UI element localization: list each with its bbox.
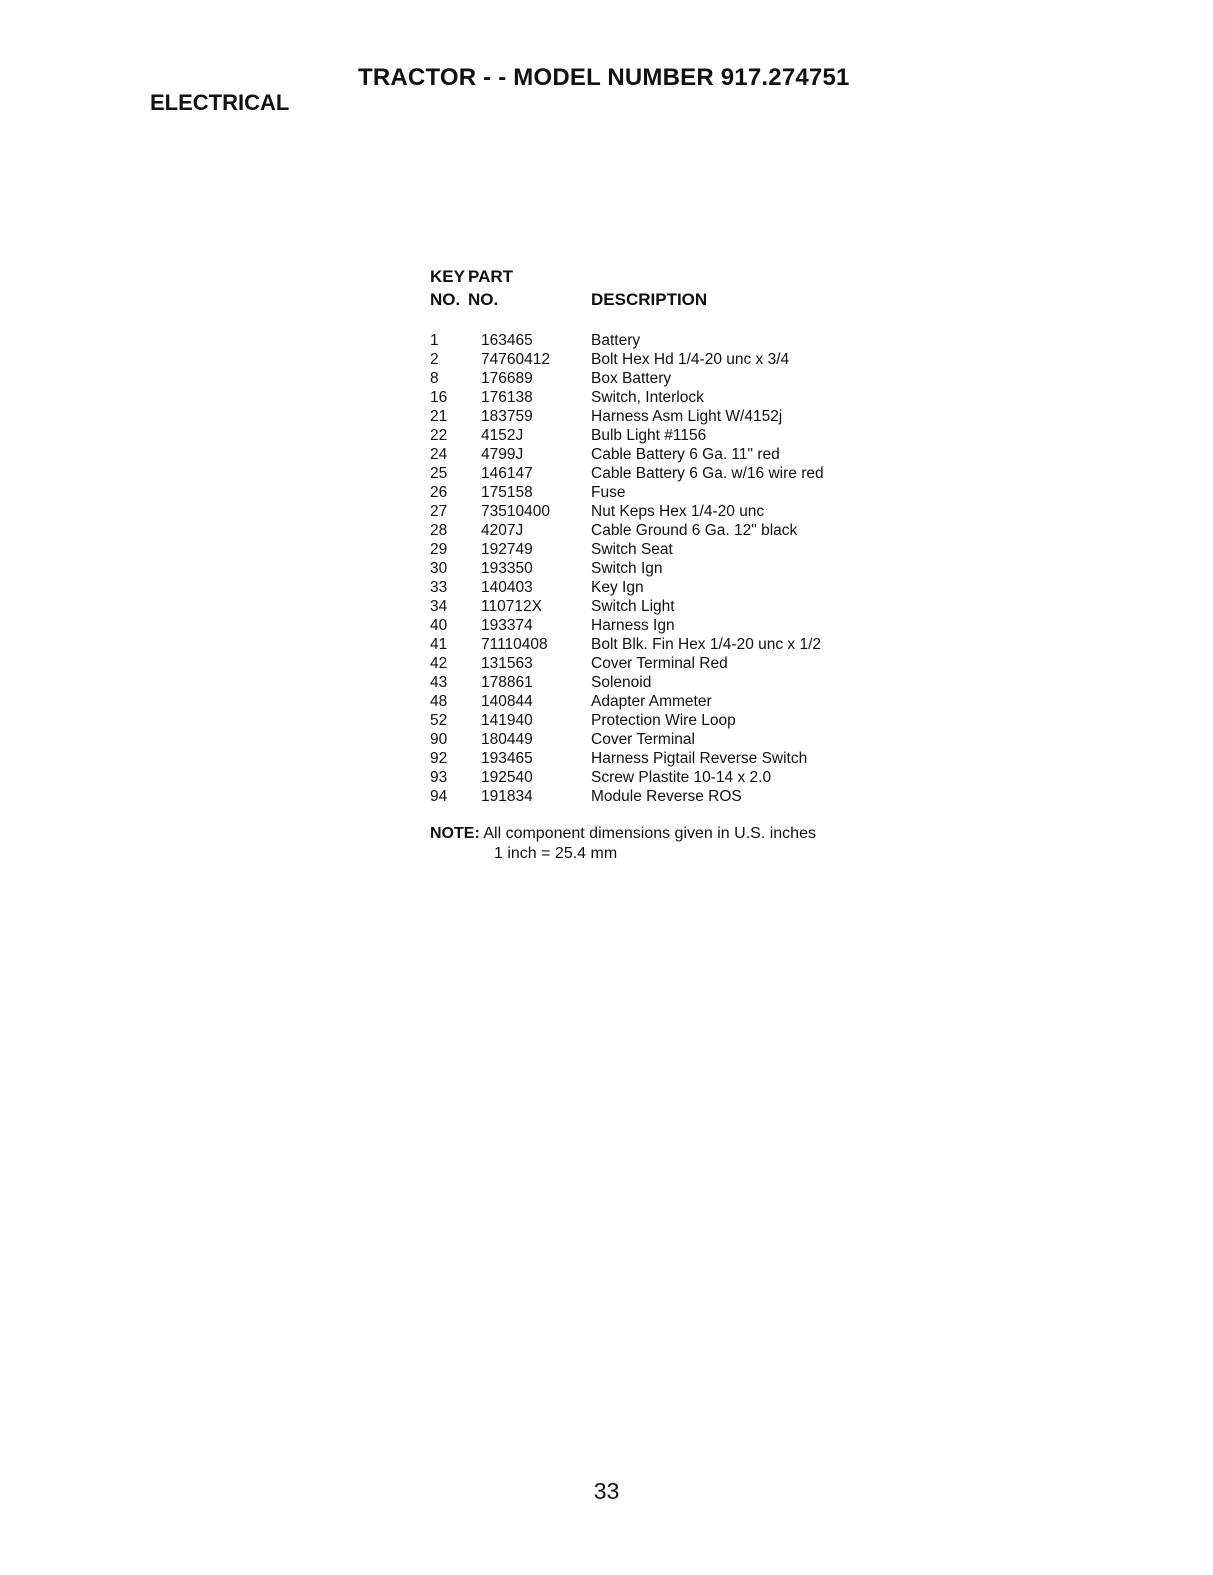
part-no-cell: 175158 [481, 484, 533, 501]
note-label: NOTE: [430, 825, 480, 842]
description-cell: Screw Plastite 10-14 x 2.0 [591, 769, 772, 786]
part-no-cell: 176138 [481, 389, 533, 406]
key-no-cell: 1 [430, 332, 439, 349]
part-no-cell: 4152J [481, 427, 524, 444]
key-no-cell: 21 [430, 408, 448, 425]
key-no-cell: 43 [430, 674, 448, 691]
key-no-cell: 26 [430, 484, 448, 501]
description-cell: Cable Battery 6 Ga. 11" red [591, 446, 780, 463]
key-no-cell: 25 [430, 465, 448, 482]
key-no-cell: 94 [430, 788, 448, 805]
key-no-cell: 93 [430, 769, 448, 786]
key-no-cell: 24 [430, 446, 448, 463]
part-no-cell: 140844 [481, 693, 533, 710]
description-cell: Switch Ign [591, 560, 663, 577]
description-cell: Adapter Ammeter [591, 693, 712, 710]
description-cell: Fuse [591, 484, 626, 501]
part-no-cell: 192749 [481, 541, 533, 558]
description-cell: Box Battery [591, 370, 672, 387]
part-no-cell: 163465 [481, 332, 533, 349]
key-no-cell: 52 [430, 712, 448, 729]
description-cell: Bolt Blk. Fin Hex 1/4-20 unc x 1/2 [591, 636, 822, 653]
key-no-cell: 33 [430, 579, 448, 596]
note-line1: All component dimensions given in U.S. inches [483, 825, 816, 842]
part-no-cell: 146147 [481, 465, 533, 482]
description-cell: Harness Asm Light W/4152j [591, 408, 783, 425]
part-no-cell: 131563 [481, 655, 533, 672]
section-heading: ELECTRICAL [150, 90, 290, 115]
description-cell: Nut Keps Hex 1/4-20 unc [591, 503, 765, 520]
description-cell: Battery [591, 332, 641, 349]
key-column-header-line1: KEY [430, 267, 465, 286]
description-cell: Cable Battery 6 Ga. w/16 wire red [591, 465, 824, 482]
note [430, 825, 816, 843]
description-cell: Module Reverse ROS [591, 788, 742, 805]
part-no-cell: 140403 [481, 579, 533, 596]
part-no-cell: 73510400 [481, 503, 550, 520]
key-no-cell: 41 [430, 636, 448, 653]
part-no-cell: 178861 [481, 674, 533, 691]
page-number: 33 [593, 1478, 620, 1504]
key-no-cell: 16 [430, 389, 448, 406]
description-cell: Solenoid [591, 674, 652, 691]
part-no-cell: 4207J [481, 522, 524, 539]
key-no-cell: 90 [430, 731, 448, 748]
key-no-cell: 22 [430, 427, 448, 444]
description-cell: Harness Pigtail Reverse Switch [591, 750, 808, 767]
key-no-cell: 30 [430, 560, 448, 577]
part-no-cell: 193350 [481, 560, 533, 577]
key-no-cell: 8 [430, 370, 439, 387]
key-column-header-line2: NO. [430, 290, 461, 309]
description-cell: Cable Ground 6 Ga. 12" black [591, 522, 798, 539]
part-no-cell: 183759 [481, 408, 533, 425]
description-cell: Harness Ign [591, 617, 675, 634]
description-cell: Key Ign [591, 579, 644, 596]
page-title: TRACTOR - - MODEL NUMBER 917.274751 [358, 64, 850, 91]
part-no-cell: 180449 [481, 731, 533, 748]
description-cell: Bolt Hex Hd 1/4-20 unc x 3/4 [591, 351, 790, 368]
key-no-cell: 40 [430, 617, 448, 634]
key-no-cell: 27 [430, 503, 448, 520]
key-no-cell: 92 [430, 750, 448, 767]
key-no-cell: 34 [430, 598, 448, 615]
part-column-header-line2: NO. [468, 290, 499, 309]
part-no-cell: 74760412 [481, 351, 550, 368]
part-no-cell: 71110408 [481, 636, 548, 653]
part-no-cell: 191834 [481, 788, 533, 805]
part-column-header-line1: PART [468, 267, 514, 286]
description-column-header: DESCRIPTION [591, 290, 708, 309]
part-no-cell: 141940 [481, 712, 533, 729]
part-no-cell: 193374 [481, 617, 533, 634]
note-line2: 1 inch = 25.4 mm [494, 845, 618, 862]
part-no-cell: 4799J [481, 446, 524, 463]
key-no-cell: 42 [430, 655, 448, 672]
description-cell: Protection Wire Loop [591, 712, 736, 729]
key-no-cell: 29 [430, 541, 448, 558]
part-no-cell: 176689 [481, 370, 533, 387]
description-cell: Switch Seat [591, 541, 673, 558]
part-no-cell: 193465 [481, 750, 533, 767]
description-cell: Switch, Interlock [591, 389, 704, 406]
key-no-cell: 28 [430, 522, 448, 539]
description-cell: Bulb Light #1156 [591, 427, 707, 444]
part-no-cell: 110712X [481, 598, 542, 615]
key-no-cell: 48 [430, 693, 448, 710]
key-no-cell: 2 [430, 351, 439, 368]
part-no-cell: 192540 [481, 769, 533, 786]
description-cell: Switch Light [591, 598, 675, 615]
description-cell: Cover Terminal Red [591, 655, 728, 672]
description-cell: Cover Terminal [591, 731, 695, 748]
